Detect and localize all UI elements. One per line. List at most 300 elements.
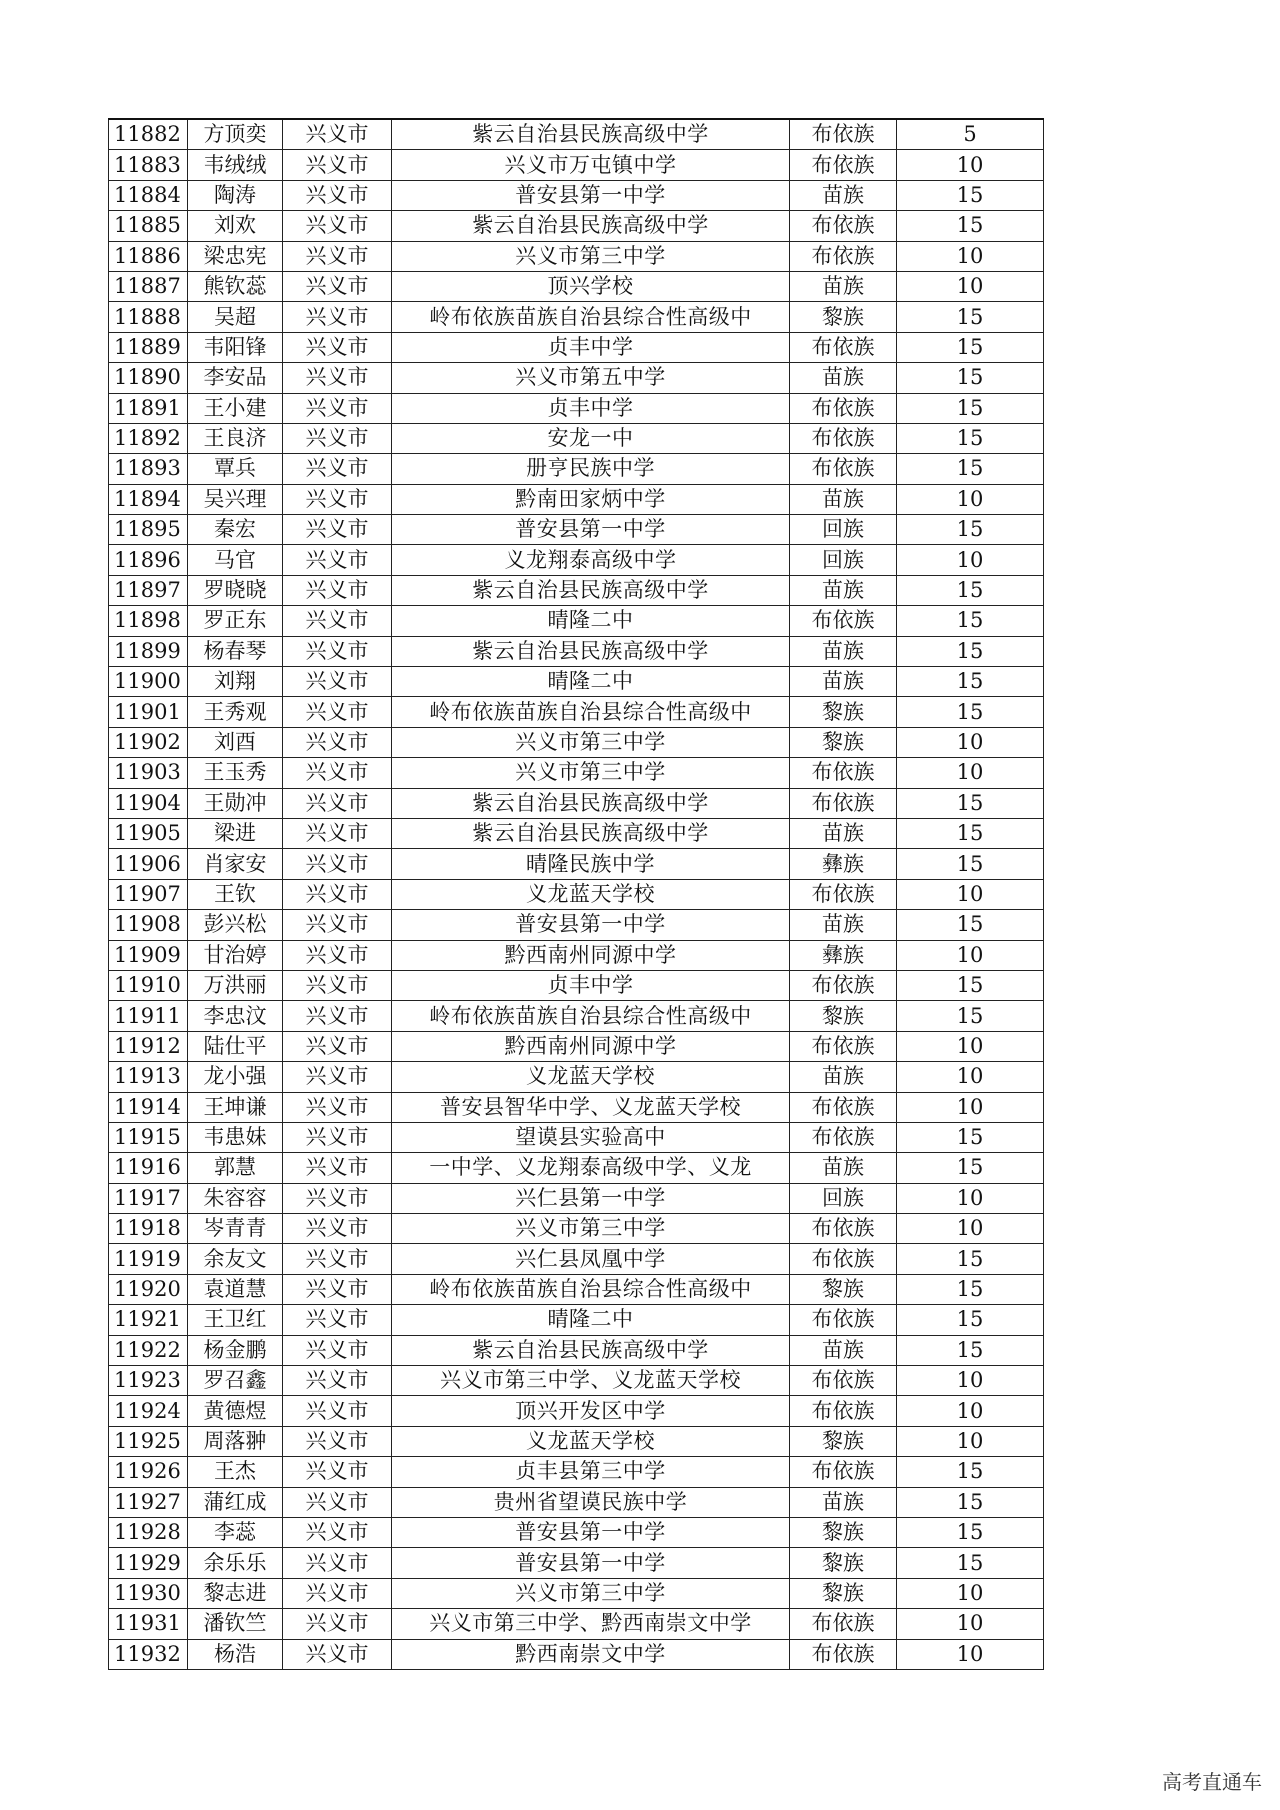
name-cell: 万洪丽 [188,970,283,1000]
id-cell: 11912 [109,1031,188,1061]
school-cell: 兴义市第三中学、义龙蓝天学校 [392,1366,790,1396]
table-row [109,1183,1044,1213]
table-row [109,363,1044,393]
table-row [109,1244,1044,1274]
ethnicity-cell: 苗族 [790,1062,897,1092]
score-cell: 15 [897,302,1044,332]
name-cell: 郭慧 [188,1153,283,1183]
score-cell: 15 [897,1517,1044,1547]
table-row [109,423,1044,453]
roster-body [109,119,1044,1669]
table-row [109,1366,1044,1396]
city-cell: 兴义市 [283,758,392,788]
ethnicity-cell: 布依族 [790,1396,897,1426]
city-cell: 兴义市 [283,1548,392,1578]
score-cell: 15 [897,575,1044,605]
city-cell: 兴义市 [283,727,392,757]
name-cell: 李忠汶 [188,1001,283,1031]
ethnicity-cell: 布依族 [790,423,897,453]
id-cell: 11897 [109,575,188,605]
id-cell: 11887 [109,271,188,301]
id-cell: 11909 [109,940,188,970]
score-cell: 15 [897,1305,1044,1335]
ethnicity-cell: 布依族 [790,1122,897,1152]
school-cell: 兴义市万屯镇中学 [392,150,790,180]
name-cell: 韦阳锋 [188,332,283,362]
school-cell: 岭布依族苗族自治县综合性高级中 [392,697,790,727]
ethnicity-cell: 黎族 [790,697,897,727]
table-row [109,1122,1044,1152]
score-cell: 10 [897,150,1044,180]
id-cell: 11931 [109,1609,188,1639]
score-cell: 10 [897,271,1044,301]
school-cell: 黔西南州同源中学 [392,1031,790,1061]
school-cell: 岭布依族苗族自治县综合性高级中 [392,1274,790,1304]
table-row [109,1274,1044,1304]
ethnicity-cell: 回族 [790,515,897,545]
table-row [109,1578,1044,1608]
name-cell: 罗召鑫 [188,1366,283,1396]
score-cell: 15 [897,1487,1044,1517]
name-cell: 李安品 [188,363,283,393]
table-row [109,879,1044,909]
school-cell: 兴义市第五中学 [392,363,790,393]
city-cell: 兴义市 [283,1274,392,1304]
city-cell: 兴义市 [283,818,392,848]
school-cell: 岭布依族苗族自治县综合性高级中 [392,302,790,332]
school-cell: 兴义市第三中学 [392,241,790,271]
id-cell: 11919 [109,1244,188,1274]
ethnicity-cell: 黎族 [790,1426,897,1456]
ethnicity-cell: 布依族 [790,606,897,636]
ethnicity-cell: 苗族 [790,818,897,848]
id-cell: 11903 [109,758,188,788]
id-cell: 11896 [109,545,188,575]
ethnicity-cell: 布依族 [790,332,897,362]
name-cell: 蒲红成 [188,1487,283,1517]
name-cell: 王良济 [188,423,283,453]
name-cell: 刘酉 [188,727,283,757]
id-cell: 11899 [109,636,188,666]
ethnicity-cell: 布依族 [790,1457,897,1487]
id-cell: 11932 [109,1639,188,1669]
name-cell: 王卫红 [188,1305,283,1335]
school-cell: 普安县第一中学 [392,515,790,545]
school-cell: 普安县第一中学 [392,910,790,940]
score-cell: 15 [897,423,1044,453]
name-cell: 王坤谦 [188,1092,283,1122]
name-cell: 朱容容 [188,1183,283,1213]
id-cell: 11898 [109,606,188,636]
score-cell: 15 [897,1548,1044,1578]
name-cell: 王小建 [188,393,283,423]
table-row [109,1426,1044,1456]
score-cell: 15 [897,818,1044,848]
school-cell: 兴仁县第一中学 [392,1183,790,1213]
table-row [109,1396,1044,1426]
id-cell: 11882 [109,119,188,150]
table-row [109,271,1044,301]
school-cell: 贞丰中学 [392,970,790,1000]
table-row [109,1062,1044,1092]
id-cell: 11929 [109,1548,188,1578]
id-cell: 11925 [109,1426,188,1456]
name-cell: 韦绒绒 [188,150,283,180]
id-cell: 11886 [109,241,188,271]
name-cell: 王勋冲 [188,788,283,818]
id-cell: 11916 [109,1153,188,1183]
score-cell: 10 [897,1578,1044,1608]
score-cell: 15 [897,849,1044,879]
score-cell: 10 [897,727,1044,757]
score-cell: 15 [897,1274,1044,1304]
city-cell: 兴义市 [283,1092,392,1122]
table-row [109,758,1044,788]
city-cell: 兴义市 [283,1517,392,1547]
table-row [109,180,1044,210]
id-cell: 11888 [109,302,188,332]
score-cell: 10 [897,1092,1044,1122]
id-cell: 11902 [109,727,188,757]
table-row [109,849,1044,879]
ethnicity-cell: 苗族 [790,1487,897,1517]
roster-table [108,118,1044,1670]
score-cell: 10 [897,241,1044,271]
city-cell: 兴义市 [283,332,392,362]
school-cell: 晴隆二中 [392,667,790,697]
score-cell: 15 [897,636,1044,666]
score-cell: 10 [897,1609,1044,1639]
id-cell: 11923 [109,1366,188,1396]
score-cell: 10 [897,1183,1044,1213]
score-cell: 15 [897,606,1044,636]
name-cell: 韦患妹 [188,1122,283,1152]
city-cell: 兴义市 [283,515,392,545]
score-cell: 10 [897,1214,1044,1244]
table-row [109,697,1044,727]
score-cell: 15 [897,211,1044,241]
score-cell: 10 [897,1366,1044,1396]
table-row [109,484,1044,514]
score-cell: 10 [897,484,1044,514]
table-row [109,818,1044,848]
ethnicity-cell: 布依族 [790,1092,897,1122]
name-cell: 余乐乐 [188,1548,283,1578]
id-cell: 11900 [109,667,188,697]
ethnicity-cell: 布依族 [790,1244,897,1274]
city-cell: 兴义市 [283,788,392,818]
city-cell: 兴义市 [283,1335,392,1365]
city-cell: 兴义市 [283,1062,392,1092]
city-cell: 兴义市 [283,1578,392,1608]
name-cell: 陆仕平 [188,1031,283,1061]
ethnicity-cell: 苗族 [790,575,897,605]
name-cell: 熊钦蕊 [188,271,283,301]
school-cell: 安龙一中 [392,423,790,453]
city-cell: 兴义市 [283,1457,392,1487]
table-row [109,940,1044,970]
table-row [109,1457,1044,1487]
ethnicity-cell: 布依族 [790,1639,897,1669]
name-cell: 吴兴理 [188,484,283,514]
score-cell: 15 [897,788,1044,818]
id-cell: 11893 [109,454,188,484]
city-cell: 兴义市 [283,180,392,210]
school-cell: 紫云自治县民族高级中学 [392,575,790,605]
table-row [109,1092,1044,1122]
name-cell: 肖家安 [188,849,283,879]
ethnicity-cell: 布依族 [790,879,897,909]
ethnicity-cell: 回族 [790,1183,897,1213]
id-cell: 11914 [109,1092,188,1122]
ethnicity-cell: 黎族 [790,1274,897,1304]
school-cell: 紫云自治县民族高级中学 [392,119,790,150]
name-cell: 马官 [188,545,283,575]
id-cell: 11905 [109,818,188,848]
name-cell: 潘钦竺 [188,1609,283,1639]
name-cell: 梁忠宪 [188,241,283,271]
table-row [109,1153,1044,1183]
score-cell: 15 [897,1457,1044,1487]
score-cell: 15 [897,1244,1044,1274]
table-row [109,970,1044,1000]
city-cell: 兴义市 [283,119,392,150]
ethnicity-cell: 苗族 [790,180,897,210]
school-cell: 义龙蓝天学校 [392,879,790,909]
city-cell: 兴义市 [283,697,392,727]
id-cell: 11927 [109,1487,188,1517]
name-cell: 袁道慧 [188,1274,283,1304]
ethnicity-cell: 布依族 [790,788,897,818]
table-row [109,1487,1044,1517]
ethnicity-cell: 布依族 [790,119,897,150]
school-cell: 岭布依族苗族自治县综合性高级中 [392,1001,790,1031]
score-cell: 15 [897,1335,1044,1365]
school-cell: 兴义市第三中学、黔西南崇文中学 [392,1609,790,1639]
ethnicity-cell: 彝族 [790,940,897,970]
id-cell: 11904 [109,788,188,818]
city-cell: 兴义市 [283,970,392,1000]
table-row [109,727,1044,757]
ethnicity-cell: 布依族 [790,241,897,271]
school-cell: 紫云自治县民族高级中学 [392,1335,790,1365]
score-cell: 15 [897,332,1044,362]
name-cell: 方顶奕 [188,119,283,150]
city-cell: 兴义市 [283,1031,392,1061]
id-cell: 11917 [109,1183,188,1213]
score-cell: 15 [897,393,1044,423]
id-cell: 11883 [109,150,188,180]
id-cell: 11920 [109,1274,188,1304]
score-cell: 15 [897,667,1044,697]
id-cell: 11922 [109,1335,188,1365]
school-cell: 望谟县实验高中 [392,1122,790,1152]
school-cell: 普安县第一中学 [392,1517,790,1547]
city-cell: 兴义市 [283,302,392,332]
city-cell: 兴义市 [283,667,392,697]
school-cell: 兴义市第三中学 [392,758,790,788]
ethnicity-cell: 苗族 [790,1153,897,1183]
ethnicity-cell: 苗族 [790,1335,897,1365]
id-cell: 11908 [109,910,188,940]
score-cell: 15 [897,970,1044,1000]
score-cell: 10 [897,1031,1044,1061]
ethnicity-cell: 布依族 [790,454,897,484]
id-cell: 11884 [109,180,188,210]
school-cell: 黔西南崇文中学 [392,1639,790,1669]
name-cell: 吴超 [188,302,283,332]
score-cell: 15 [897,1122,1044,1152]
name-cell: 罗晓晓 [188,575,283,605]
table-row [109,119,1044,150]
id-cell: 11907 [109,879,188,909]
city-cell: 兴义市 [283,1001,392,1031]
name-cell: 李蕊 [188,1517,283,1547]
id-cell: 11892 [109,423,188,453]
id-cell: 11926 [109,1457,188,1487]
school-cell: 兴仁县凤凰中学 [392,1244,790,1274]
city-cell: 兴义市 [283,606,392,636]
table-row [109,667,1044,697]
city-cell: 兴义市 [283,1153,392,1183]
school-cell: 紫云自治县民族高级中学 [392,636,790,666]
school-cell: 晴隆民族中学 [392,849,790,879]
city-cell: 兴义市 [283,484,392,514]
city-cell: 兴义市 [283,1183,392,1213]
watermark-text: 高考直通车 [1162,1770,1262,1794]
name-cell: 秦宏 [188,515,283,545]
id-cell: 11910 [109,970,188,1000]
table-row [109,1001,1044,1031]
table-row [109,910,1044,940]
city-cell: 兴义市 [283,1426,392,1456]
school-cell: 黔西南州同源中学 [392,940,790,970]
city-cell: 兴义市 [283,575,392,605]
ethnicity-cell: 布依族 [790,1031,897,1061]
school-cell: 册亨民族中学 [392,454,790,484]
table-row [109,1031,1044,1061]
school-cell: 一中学、义龙翔泰高级中学、义龙 [392,1153,790,1183]
ethnicity-cell: 布依族 [790,758,897,788]
ethnicity-cell: 苗族 [790,636,897,666]
name-cell: 刘翔 [188,667,283,697]
ethnicity-cell: 布依族 [790,1609,897,1639]
school-cell: 晴隆二中 [392,1305,790,1335]
id-cell: 11890 [109,363,188,393]
name-cell: 黎志进 [188,1578,283,1608]
table-row [109,211,1044,241]
city-cell: 兴义市 [283,940,392,970]
ethnicity-cell: 布依族 [790,150,897,180]
score-cell: 10 [897,1396,1044,1426]
city-cell: 兴义市 [283,910,392,940]
city-cell: 兴义市 [283,271,392,301]
id-cell: 11911 [109,1001,188,1031]
city-cell: 兴义市 [283,150,392,180]
id-cell: 11913 [109,1062,188,1092]
city-cell: 兴义市 [283,363,392,393]
ethnicity-cell: 回族 [790,545,897,575]
table-row [109,302,1044,332]
table-row [109,1548,1044,1578]
school-cell: 紫云自治县民族高级中学 [392,818,790,848]
score-cell: 10 [897,879,1044,909]
ethnicity-cell: 布依族 [790,211,897,241]
table-row [109,788,1044,818]
ethnicity-cell: 黎族 [790,302,897,332]
table-row [109,606,1044,636]
city-cell: 兴义市 [283,211,392,241]
ethnicity-cell: 苗族 [790,271,897,301]
city-cell: 兴义市 [283,241,392,271]
name-cell: 王钦 [188,879,283,909]
ethnicity-cell: 黎族 [790,1517,897,1547]
score-cell: 15 [897,180,1044,210]
score-cell: 10 [897,758,1044,788]
ethnicity-cell: 布依族 [790,970,897,1000]
school-cell: 义龙翔泰高级中学 [392,545,790,575]
school-cell: 兴义市第三中学 [392,727,790,757]
city-cell: 兴义市 [283,423,392,453]
school-cell: 顶兴开发区中学 [392,1396,790,1426]
table-row [109,1639,1044,1669]
school-cell: 兴义市第三中学 [392,1578,790,1608]
name-cell: 陶涛 [188,180,283,210]
table-row [109,575,1044,605]
table-row [109,515,1044,545]
table-row [109,454,1044,484]
id-cell: 11930 [109,1578,188,1608]
school-cell: 紫云自治县民族高级中学 [392,788,790,818]
score-cell: 15 [897,697,1044,727]
table-row [109,1609,1044,1639]
school-cell: 贞丰县第三中学 [392,1457,790,1487]
city-cell: 兴义市 [283,1122,392,1152]
school-cell: 贞丰中学 [392,332,790,362]
name-cell: 余友文 [188,1244,283,1274]
id-cell: 11924 [109,1396,188,1426]
id-cell: 11928 [109,1517,188,1547]
ethnicity-cell: 苗族 [790,667,897,697]
name-cell: 王秀观 [188,697,283,727]
table-row [109,1517,1044,1547]
name-cell: 杨金鹏 [188,1335,283,1365]
score-cell: 15 [897,454,1044,484]
score-cell: 10 [897,545,1044,575]
id-cell: 11894 [109,484,188,514]
name-cell: 黄德煜 [188,1396,283,1426]
school-cell: 紫云自治县民族高级中学 [392,211,790,241]
ethnicity-cell: 黎族 [790,1548,897,1578]
school-cell: 义龙蓝天学校 [392,1062,790,1092]
city-cell: 兴义市 [283,1609,392,1639]
school-cell: 普安县智华中学、义龙蓝天学校 [392,1092,790,1122]
school-cell: 义龙蓝天学校 [392,1426,790,1456]
score-cell: 15 [897,515,1044,545]
school-cell: 普安县第一中学 [392,1548,790,1578]
ethnicity-cell: 布依族 [790,1305,897,1335]
id-cell: 11891 [109,393,188,423]
city-cell: 兴义市 [283,1396,392,1426]
school-cell: 普安县第一中学 [392,180,790,210]
id-cell: 11889 [109,332,188,362]
table-row [109,150,1044,180]
ethnicity-cell: 黎族 [790,1001,897,1031]
table-row [109,332,1044,362]
school-cell: 贵州省望谟民族中学 [392,1487,790,1517]
score-cell: 10 [897,1426,1044,1456]
name-cell: 龙小强 [188,1062,283,1092]
